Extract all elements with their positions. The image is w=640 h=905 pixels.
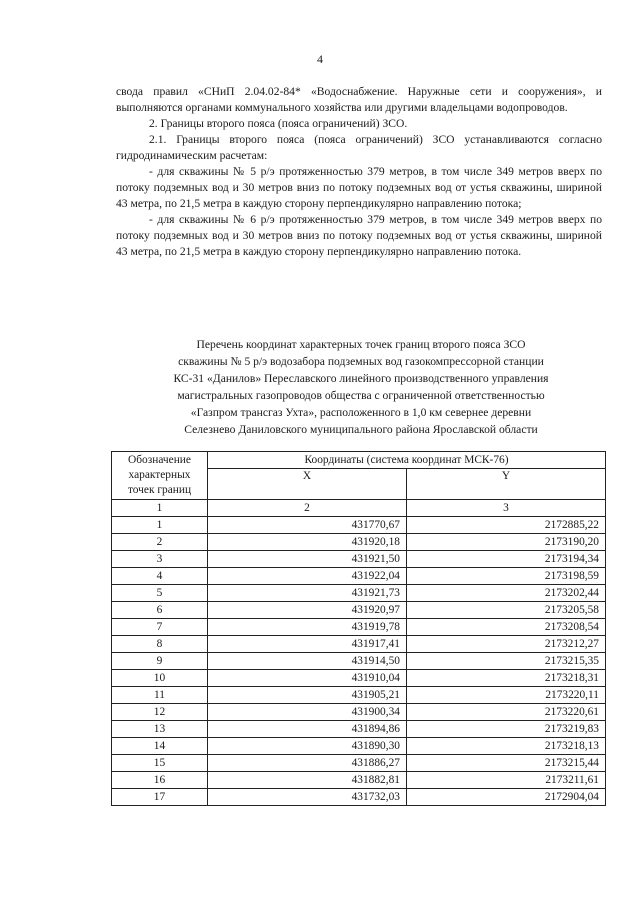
table-row [112, 636, 606, 653]
cell-point: 4 [112, 568, 208, 585]
cell-x: 431905,21 [208, 687, 407, 704]
table-title-line: КС-31 «Данилов» Переславского линейного производственного управления [173, 372, 549, 385]
cell-point: 12 [112, 704, 208, 721]
cell-x: 431921,50 [208, 551, 407, 568]
table-title-line: магистральных газопроводов общества с ограниченной ответственностью [177, 389, 545, 402]
cell-point: 7 [112, 619, 208, 636]
table-row [112, 568, 606, 585]
table-header-row [112, 452, 606, 469]
table-row [112, 687, 606, 704]
cell-point: 11 [112, 687, 208, 704]
cell-y: 2173218,13 [407, 738, 606, 755]
cell-point: 17 [112, 789, 208, 806]
cell-x: 431921,73 [208, 585, 407, 602]
table-row [112, 619, 606, 636]
table-row [112, 670, 606, 687]
cell-y: 2173198,59 [407, 568, 606, 585]
table-row [112, 534, 606, 551]
cell-x: 431894,86 [208, 721, 407, 738]
cell-point: 6 [112, 602, 208, 619]
column-number: 2 [208, 500, 407, 517]
table-title-line: «Газпром трансгаз Ухта», расположенного в 1,0 км севернее деревни [190, 406, 532, 419]
table-row [112, 653, 606, 670]
table-row [112, 789, 606, 806]
cell-point: 2 [112, 534, 208, 551]
header-point-label: Обозначение характерных точек границ [112, 452, 208, 500]
cell-x: 431922,04 [208, 568, 407, 585]
header-y: Y [407, 469, 606, 500]
cell-x: 431882,81 [208, 772, 407, 789]
cell-y: 2173202,44 [407, 585, 606, 602]
cell-y: 2173190,20 [407, 534, 606, 551]
cell-point: 13 [112, 721, 208, 738]
cell-x: 431920,97 [208, 602, 407, 619]
cell-point: 1 [112, 517, 208, 534]
cell-y: 2173219,83 [407, 721, 606, 738]
paragraph-well-5: - для скважины № 5 р/э протяженностью 379 метров, в том числе 349 метров вверх по потоку подземных вод и 30 метров вниз по потоку подземных вод от устья скважины, шириной 43 метра, по 21,5 метра в каждую сторону перпендикулярно направлению потока; [116, 165, 602, 210]
cell-point: 14 [112, 738, 208, 755]
cell-y: 2173194,34 [407, 551, 606, 568]
table-title-line: Селезнево Даниловского муниципального района Ярославской области [184, 423, 538, 436]
cell-x: 431917,41 [208, 636, 407, 653]
table-body [112, 517, 606, 806]
coordinates-table [111, 451, 606, 806]
table-row [112, 772, 606, 789]
cell-y: 2173212,27 [407, 636, 606, 653]
table-row [112, 755, 606, 772]
cell-y: 2173215,35 [407, 653, 606, 670]
cell-x: 431919,78 [208, 619, 407, 636]
cell-y: 2172885,22 [407, 517, 606, 534]
paragraph-well-6: - для скважины № 6 р/э протяженностью 379 метров, в том числе 349 метров вверх по потоку подземных вод и 30 метров вниз по потоку подземных вод от устья скважины, шириной 43 метра, по 21,5 метра в каждую сторону перпендикулярно направлению потока. [116, 213, 602, 258]
header-x: X [208, 469, 407, 500]
page-number: 4 [317, 52, 323, 66]
cell-x: 431886,27 [208, 755, 407, 772]
cell-x: 431890,30 [208, 738, 407, 755]
table-row [112, 602, 606, 619]
cell-y: 2172904,04 [407, 789, 606, 806]
table-title-line: скважины № 5 р/э водозабора подземных вод газокомпрессорной станции [178, 355, 544, 368]
cell-point: 10 [112, 670, 208, 687]
table-title-line: Перечень координат характерных точек границ второго пояса ЗСО [196, 338, 526, 351]
cell-x: 431900,34 [208, 704, 407, 721]
paragraph-section-2-1: 2.1. Границы второго пояса (пояса ограничений) ЗСО устанавливаются согласно гидродинамическим расчетам: [116, 133, 602, 162]
table-row [112, 517, 606, 534]
cell-point: 16 [112, 772, 208, 789]
cell-y: 2173220,61 [407, 704, 606, 721]
column-number-row [112, 500, 606, 517]
cell-point: 8 [112, 636, 208, 653]
paragraph-snip-reference: свода правил «СНиП 2.04.02-84* «Водоснабжение. Наружные сети и сооружения», и выполняются органами коммунального хозяйства или другими владельцами водопроводов. [116, 85, 602, 114]
cell-x: 431914,50 [208, 653, 407, 670]
cell-y: 2173208,54 [407, 619, 606, 636]
cell-point: 3 [112, 551, 208, 568]
header-coords-label: Координаты (система координат МСК-76) [208, 452, 606, 469]
cell-y: 2173205,58 [407, 602, 606, 619]
cell-x: 431732,03 [208, 789, 407, 806]
column-number: 3 [407, 500, 606, 517]
cell-y: 2173215,44 [407, 755, 606, 772]
table-row [112, 704, 606, 721]
paragraph-section-2-heading: 2. Границы второго пояса (пояса ограничений) ЗСО. [149, 117, 408, 130]
table-row [112, 585, 606, 602]
cell-point: 5 [112, 585, 208, 602]
cell-y: 2173220,11 [407, 687, 606, 704]
cell-x: 431910,04 [208, 670, 407, 687]
cell-point: 15 [112, 755, 208, 772]
cell-x: 431920,18 [208, 534, 407, 551]
cell-point: 9 [112, 653, 208, 670]
table-row [112, 551, 606, 568]
cell-x: 431770,67 [208, 517, 407, 534]
cell-y: 2173211,61 [407, 772, 606, 789]
table-title [116, 336, 606, 438]
cell-y: 2173218,31 [407, 670, 606, 687]
table-row [112, 738, 606, 755]
column-number: 1 [112, 500, 208, 517]
body-text [116, 84, 602, 260]
table-row [112, 721, 606, 738]
